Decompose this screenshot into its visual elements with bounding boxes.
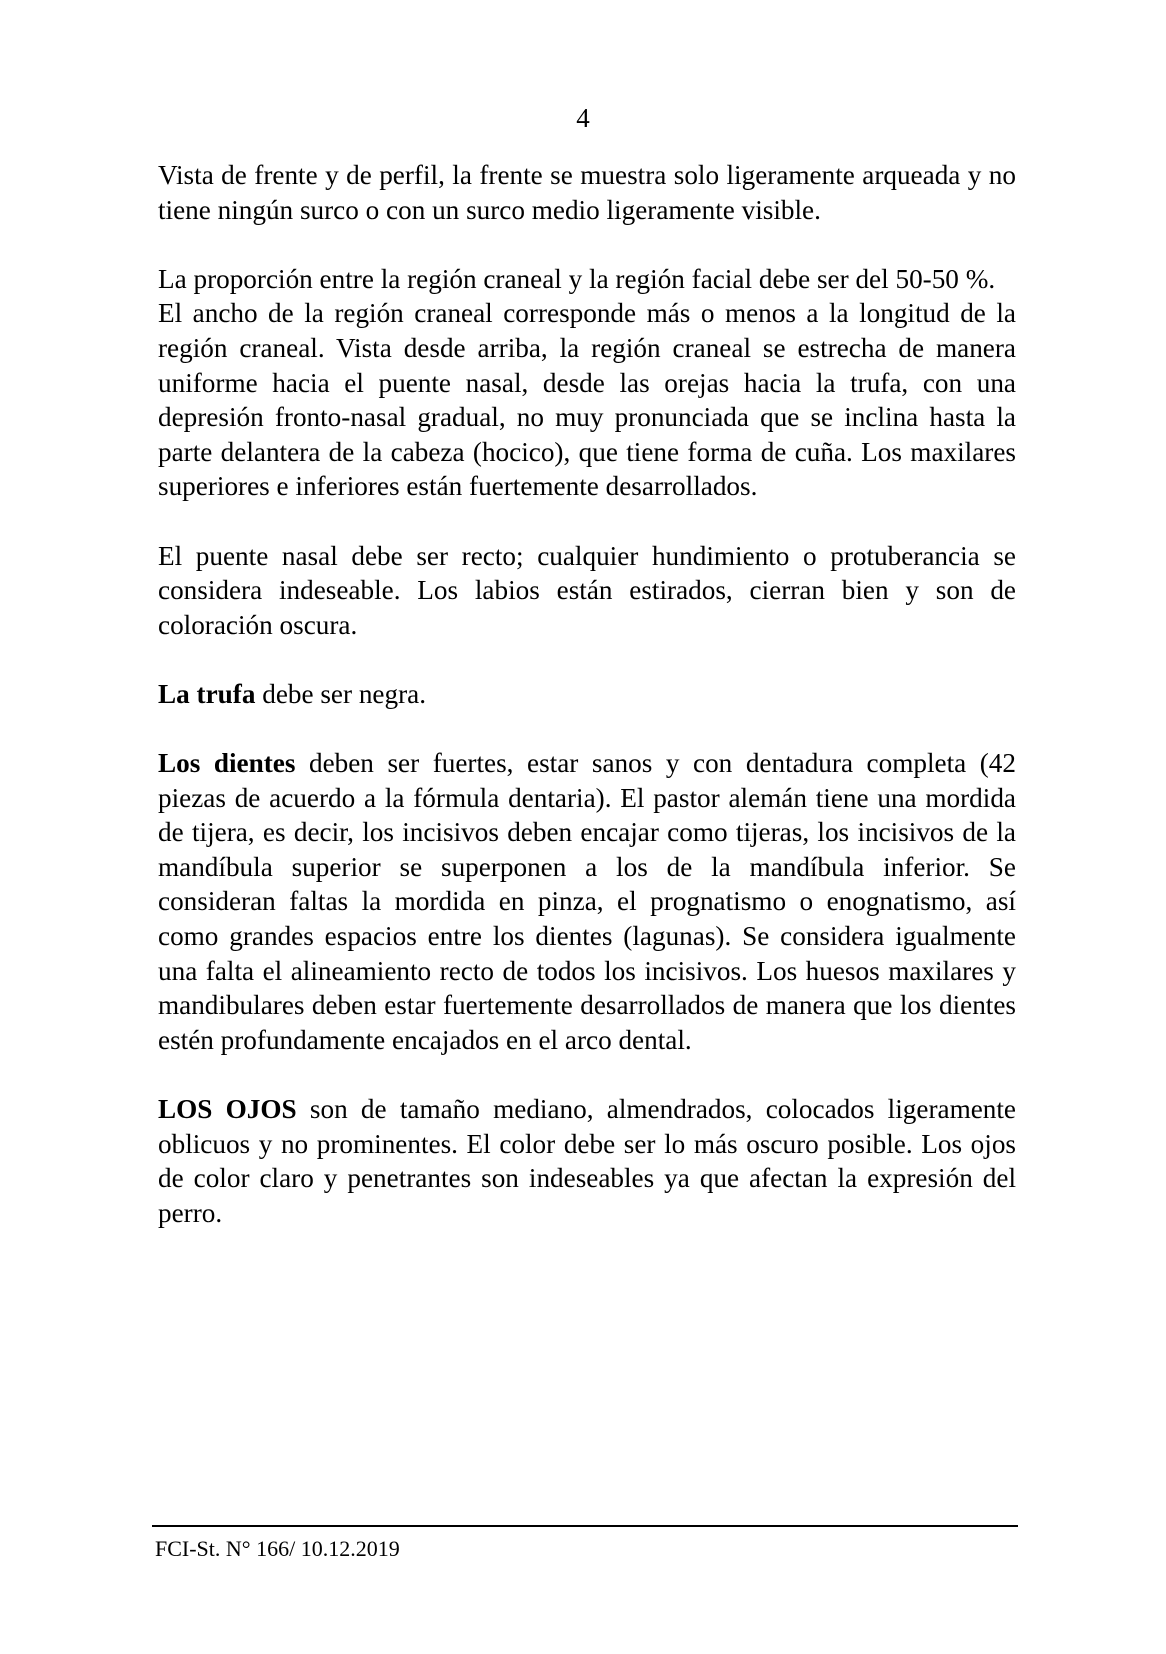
paragraph-eyes: [158, 1092, 1016, 1230]
paragraph-proportion: La proporción entre la región craneal y la región facial debe ser del 50-50 %.: [158, 263, 996, 294]
footer-standard-reference: FCI-St. N° 166/ 10.12.2019: [155, 1536, 400, 1561]
footer-divider: [152, 1525, 1018, 1527]
paragraph-nose: [158, 677, 1016, 712]
paragraph-teeth: [158, 746, 1016, 1057]
document-body: [158, 158, 1016, 1265]
paragraph-eyes-text: son de tamaño mediano, almendrados, colocados ligeramente oblicuos y no prominentes. El color debe ser lo más oscuro posible. Los ojos de color claro y penetrantes son indeseables ya que afectan la expresión del perro.: [158, 1094, 1016, 1228]
term-nose: La trufa: [158, 678, 256, 709]
paragraph-forehead: Vista de frente y de perfil, la frente se muestra solo ligeramente arqueada y no tiene ningún surco o con un surco medio ligeramente visible.: [158, 160, 1016, 225]
term-eyes: LOS OJOS: [158, 1094, 297, 1125]
term-teeth: Los dientes: [158, 748, 296, 779]
paragraph-cranial-region: El ancho de la región craneal corresponde más o menos a la longitud de la región craneal. Vista desde arriba, la región craneal se estrecha de manera uniforme hacia el puente nasal, desde las orejas hacia la trufa, con una depresión fronto-nasal gradual, no muy pronunciada que se inclina hasta la parte delantera de la cabeza (hocico), que tiene forma de cuña. Los maxilares superiores e inferiores están fuertemente desarrollados.: [158, 298, 1016, 502]
paragraph-teeth-text: deben ser fuertes, estar sanos y con dentadura completa (42 piezas de acuerdo a la fórmula dentaria). El pastor alemán tiene una mordida de tijera, es decir, los incisivos deben encajar como tijeras, los incisivos de la mandíbula superior se superponen a los de la mandíbula inferior. Se consideran faltas la mordida en pinza, el prognatismo o enognatismo, así como grandes espacios entre los dientes (lagunas). Se considera igualmente una falta el alineamiento recto de todos los incisivos. Los huesos maxilares y mandibulares deben estar fuertemente desarrollados de manera que los dientes estén profundamente encajados en el arco dental.: [158, 748, 1016, 1055]
paragraph-nose-text: debe ser negra.: [255, 678, 427, 709]
paragraph-nasal-bridge: El puente nasal debe ser recto; cualquier hundimiento o protuberancia se considera indeseable. Los labios están estirados, cierran bien y son de coloración oscura.: [158, 540, 1016, 640]
page-number: 4: [576, 103, 590, 133]
